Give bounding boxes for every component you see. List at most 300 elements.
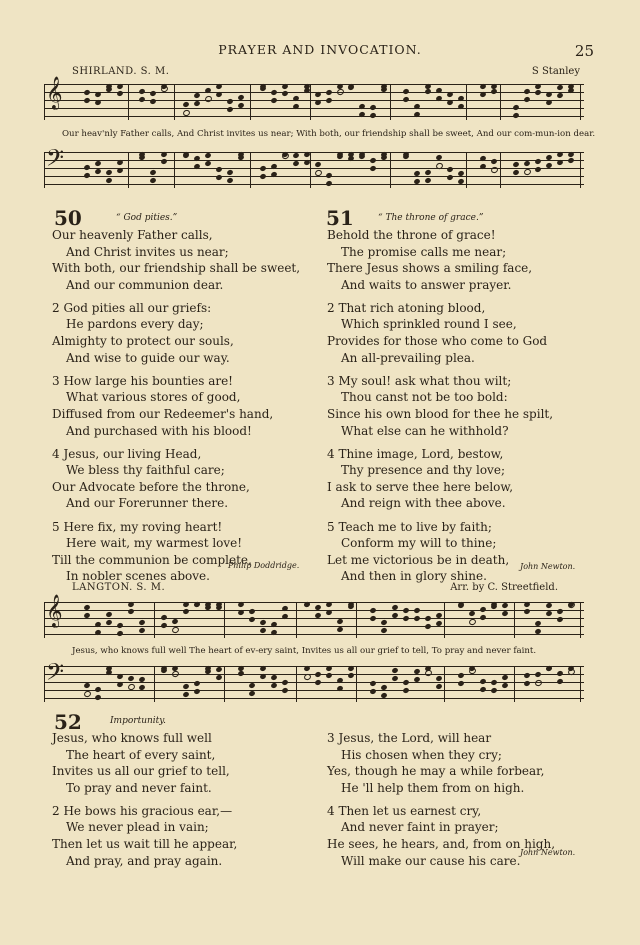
verse-line: Thou canst not be too bold: (341, 390, 508, 405)
note-head (534, 679, 543, 687)
note-head (171, 618, 178, 625)
bar-line (356, 666, 357, 702)
bar-line (500, 152, 501, 188)
verse-line: What else can he withhold? (341, 423, 509, 438)
bar-line (174, 152, 175, 188)
note-head (435, 683, 442, 690)
verse-line: He 'll help them from on high. (341, 780, 525, 795)
hymn-subtitle-52: Importunity. (110, 716, 167, 726)
note-head (149, 98, 156, 105)
note-head (105, 611, 112, 618)
note-head (94, 160, 101, 167)
note-head (94, 99, 101, 106)
verse-line: What various stores of good, (66, 390, 241, 405)
note-head (105, 619, 112, 626)
verse-line: Yes, though he may a while forbear, (327, 764, 545, 779)
note-head (369, 165, 376, 172)
note-head (336, 618, 343, 625)
note-head (369, 112, 376, 119)
note-head (116, 83, 123, 90)
note-head (369, 157, 376, 164)
verse-line: I ask to serve thee here below, (327, 479, 514, 494)
bar-line (174, 84, 175, 120)
verse-line: 4 Thine image, Lord, bestow, (327, 446, 504, 461)
note-head (380, 619, 387, 626)
note-head (490, 679, 497, 686)
note-head (325, 180, 332, 187)
note-head (204, 160, 211, 167)
note-head (83, 89, 90, 96)
note-head (468, 610, 475, 617)
note-head (336, 626, 343, 633)
note-head (259, 627, 266, 634)
verse-line: 2 That rich atoning blood, (327, 300, 486, 315)
note-head (347, 665, 354, 672)
verse-line: Jesus, who knows full well (52, 731, 212, 745)
bar-line (250, 84, 251, 120)
tune-composer-langton: Arr. by C. Streetfield. (450, 582, 558, 593)
note-head (501, 602, 508, 609)
note-head (226, 98, 233, 105)
music-staff-treble-2 (44, 594, 584, 638)
bar-line (444, 666, 445, 702)
note-head (281, 679, 288, 686)
note-head (523, 680, 530, 687)
note-head (292, 160, 299, 167)
bar-line (44, 84, 45, 120)
note-head (215, 666, 222, 673)
note-head (402, 607, 409, 614)
note-head (303, 673, 312, 681)
verse-line: Our heavenly Father calls, (52, 228, 213, 242)
verse-line: The heart of every saint, (66, 747, 216, 762)
verse-line: 3 How large his bounties are! (52, 373, 234, 388)
tune-name-shirland: SHIRLAND. S. M. (72, 66, 170, 77)
note-head (193, 680, 200, 687)
bar-line (296, 666, 297, 702)
hymn-verses-51 (327, 227, 617, 591)
note-head (534, 671, 541, 678)
note-head (369, 680, 376, 687)
note-head (259, 165, 266, 172)
note-head (182, 608, 189, 615)
note-head (391, 667, 398, 674)
bar-line (296, 602, 297, 638)
note-head (193, 92, 200, 99)
tune-name-langton: LANGTON. S. M. (72, 582, 166, 593)
tune-underlay-langton: Jesus, who knows full well The heart of ev-ery saint, Invites us all our grief to tell, To pray and never faint. (72, 646, 537, 656)
verse-line: Thy presence and thy love; (341, 463, 505, 478)
note-head (490, 166, 499, 174)
note-head (160, 614, 167, 621)
note-head (424, 169, 431, 176)
stanza (327, 300, 617, 366)
note-head (149, 90, 156, 97)
note-head (457, 672, 464, 679)
bar-line (44, 666, 45, 702)
section-title: PRAYER AND INVOCATION. (218, 42, 422, 57)
verse-line: And waits to answer prayer. (341, 277, 512, 292)
note-head (215, 174, 222, 181)
note-head (226, 177, 233, 184)
clef-icon: 𝄢 (46, 144, 65, 177)
note-head (127, 608, 134, 615)
note-head (160, 158, 167, 165)
note-head (523, 601, 530, 608)
note-head (94, 168, 101, 175)
bar-line (580, 666, 581, 702)
verse-line: The promise calls me near; (341, 244, 507, 259)
verse-line: He sees, he hears, and, from on high, (327, 837, 556, 852)
note-head (270, 89, 277, 96)
note-head (457, 680, 464, 687)
note-head (237, 601, 244, 608)
note-head (369, 104, 376, 111)
verse-line: And Christ invites us near; (66, 244, 229, 259)
staff-line (44, 618, 584, 619)
bar-line (390, 152, 391, 188)
verse-line: Our Advocate before the throne, (52, 479, 250, 494)
note-head (325, 609, 332, 616)
note-head (94, 694, 101, 701)
verse-line: 4 Jesus, our living Head, (52, 446, 202, 461)
bar-line (580, 602, 581, 638)
note-head (545, 602, 552, 609)
note-head (347, 83, 354, 90)
note-head (545, 91, 552, 98)
note-head (116, 630, 123, 637)
clef-icon: 𝄞 (46, 594, 63, 627)
note-head (534, 83, 541, 90)
note-head (83, 97, 90, 104)
clef-icon: 𝄢 (46, 658, 65, 691)
note-head (314, 99, 321, 106)
verse-line: Till the communion be complete, (52, 552, 252, 567)
bar-line (356, 602, 357, 638)
bar-line (154, 666, 155, 702)
note-head (116, 159, 123, 166)
note-head (138, 96, 145, 103)
hymn-author-51: John Newton. (520, 562, 576, 571)
note-head (116, 622, 123, 629)
note-head (556, 92, 563, 99)
note-head (446, 99, 453, 106)
bar-line (224, 666, 225, 702)
note-head (83, 682, 90, 689)
hymn-subtitle-51: “ The throne of grace.” (378, 213, 484, 223)
note-head (468, 618, 477, 626)
music-staff-bass-2 (44, 658, 584, 702)
verse-line: 4 Then let us earnest cry, (327, 803, 482, 818)
verse-line: There Jesus shows a smiling face, (327, 261, 533, 276)
verse-line: Invites us all our grief to tell, (52, 764, 230, 779)
note-head (83, 172, 90, 179)
note-head (457, 601, 464, 608)
note-head (105, 177, 112, 184)
note-head (556, 608, 563, 615)
verse-line: His chosen when they cry; (341, 747, 502, 762)
note-head (303, 601, 310, 608)
note-head (171, 670, 180, 678)
note-head (479, 83, 486, 90)
note-head (556, 151, 563, 158)
verse-line: Here wait, my warmest love! (66, 536, 243, 551)
verse-line: Since his own blood for thee he spilt, (327, 406, 554, 421)
note-head (226, 169, 233, 176)
hymn-subtitle-50: “ God pities.” (116, 213, 178, 223)
note-head (523, 96, 530, 103)
verse-line: 2 He bows his gracious ear,— (52, 803, 233, 818)
note-head (193, 100, 200, 107)
note-head (83, 164, 90, 171)
note-head (501, 674, 508, 681)
note-head (182, 151, 189, 158)
note-head (259, 665, 266, 672)
bar-line (44, 152, 45, 188)
note-head (523, 608, 530, 615)
note-head (270, 97, 277, 104)
note-head (369, 615, 376, 622)
note-head (567, 151, 574, 158)
hymn-author-52: John Newton. (520, 848, 576, 857)
verse-line: 5 Here fix, my roving heart! (52, 519, 223, 534)
note-head (402, 96, 409, 103)
note-head (567, 157, 574, 164)
note-head (281, 687, 288, 694)
bar-line (514, 602, 515, 638)
note-head (292, 152, 299, 159)
note-head (270, 682, 277, 689)
note-head (248, 682, 255, 689)
note-head (314, 91, 321, 98)
note-head (138, 88, 145, 95)
note-head (479, 678, 486, 685)
verse-line: To pray and never faint. (66, 780, 212, 795)
note-head (259, 619, 266, 626)
note-head (116, 681, 123, 688)
stanza (327, 803, 617, 869)
bar-line (580, 152, 581, 188)
note-head (193, 688, 200, 695)
note-head (556, 670, 563, 677)
note-head (446, 174, 453, 181)
stanza (52, 730, 322, 796)
hymn-author-50: Philip Doddridge. (228, 561, 300, 570)
verse-line: We bless thy faithful care; (66, 463, 225, 478)
note-head (446, 166, 453, 173)
stanza (52, 227, 322, 293)
staff-line (44, 626, 584, 627)
note-head (380, 627, 387, 634)
bar-line (44, 602, 45, 638)
note-head (479, 91, 486, 98)
clef-icon: 𝄞 (46, 76, 63, 109)
bar-line (154, 602, 155, 638)
verse-line: 3 Jesus, the Lord, will hear (327, 731, 492, 745)
verse-line: He pardons every day; (66, 317, 204, 332)
stanza (327, 730, 617, 796)
note-head (182, 683, 189, 690)
note-head (523, 160, 530, 167)
verse-line: 3 My soul! ask what thou wilt; (327, 373, 512, 388)
verse-line: Diffused from our Redeemer's hand, (52, 406, 274, 421)
note-head (116, 673, 123, 680)
note-head (556, 159, 563, 166)
bar-line (128, 84, 129, 120)
verse-line: An all-prevailing plea. (341, 350, 475, 365)
note-head (336, 88, 345, 96)
note-head (435, 675, 442, 682)
note-head (556, 84, 563, 91)
bar-line (580, 84, 581, 120)
music-staff-bass (44, 144, 584, 188)
staff-line (44, 116, 584, 117)
note-head (413, 615, 420, 622)
note-head (138, 627, 145, 634)
verse-line: Provides for those who come to God (327, 334, 548, 349)
stanza (52, 446, 322, 512)
note-head (402, 687, 409, 694)
note-head (534, 166, 541, 173)
note-head (116, 167, 123, 174)
note-head (556, 616, 563, 623)
note-head (501, 610, 508, 617)
note-head (369, 607, 376, 614)
note-head (314, 671, 321, 678)
verse-line: And wise to guide our way. (66, 350, 230, 365)
staff-line (44, 168, 584, 169)
note-head (248, 690, 255, 697)
note-head (325, 665, 332, 672)
stanza (52, 373, 322, 439)
note-head (83, 690, 92, 698)
note-head (391, 675, 398, 682)
staff-line (44, 184, 584, 185)
note-head (523, 672, 530, 679)
note-head (490, 687, 497, 694)
hymn-number-52: 52 (54, 710, 82, 734)
note-head (512, 112, 519, 119)
note-head (545, 610, 552, 617)
verse-line: And purchased with his blood! (66, 423, 252, 438)
staff-line (44, 108, 584, 109)
note-head (424, 177, 431, 184)
note-head (325, 601, 332, 608)
bar-line (250, 152, 251, 188)
note-head (127, 675, 134, 682)
note-head (259, 173, 266, 180)
staff-line (44, 84, 584, 85)
bar-line (128, 152, 129, 188)
note-head (402, 615, 409, 622)
note-head (94, 91, 101, 98)
bar-line (500, 84, 501, 120)
note-head (545, 99, 552, 106)
stanza (52, 519, 322, 585)
note-head (171, 626, 180, 634)
verse-line: And our Forerunner there. (66, 496, 229, 511)
note-head (248, 608, 255, 615)
bar-line (514, 666, 515, 702)
note-head (347, 672, 354, 679)
tune-composer-shirland: S Stanley (531, 66, 580, 77)
note-head (512, 161, 519, 168)
staff-line (44, 634, 584, 635)
note-head (182, 101, 189, 108)
note-head (281, 83, 288, 90)
note-head (424, 615, 431, 622)
bar-line (390, 84, 391, 120)
note-head (523, 168, 532, 176)
verse-line: 5 Teach me to live by faith; (327, 519, 492, 534)
note-head (105, 169, 112, 176)
note-head (314, 679, 321, 686)
note-head (215, 674, 222, 681)
verse-line: And then in glory shine. (341, 569, 487, 584)
note-head (479, 686, 486, 693)
note-head (182, 601, 189, 608)
stanza (52, 300, 322, 366)
note-head (248, 616, 255, 623)
verse-line: In nobler scenes above. (66, 569, 210, 584)
music-staff-treble (44, 76, 584, 120)
note-head (446, 91, 453, 98)
note-head (512, 104, 519, 111)
note-head (534, 158, 541, 165)
note-head (523, 88, 530, 95)
note-head (149, 177, 156, 184)
note-head (149, 169, 156, 176)
note-head (490, 158, 497, 165)
page-number: 25 (574, 42, 594, 60)
tune-underlay-shirland: Our heav'nly Father calls, And Christ invites us near; With both, our friendship shall be sweet, And our com-mun-ion dear. (62, 129, 596, 139)
bar-line (466, 152, 467, 188)
staff-line (44, 176, 584, 177)
verse-line: And pray, and pray again. (66, 853, 223, 868)
note-head (182, 691, 189, 698)
note-head (413, 607, 420, 614)
stanza (327, 373, 617, 439)
bar-line (310, 152, 311, 188)
note-head (160, 151, 167, 158)
staff-line (44, 152, 584, 153)
note-head (402, 88, 409, 95)
verse-line: 2 God pities all our griefs: (52, 300, 212, 315)
note-head (94, 686, 101, 693)
stanza (327, 446, 617, 512)
bar-line (444, 602, 445, 638)
note-head (545, 665, 552, 672)
note-head (512, 169, 519, 176)
note-head (127, 601, 134, 608)
note-head (193, 601, 200, 608)
note-head (314, 161, 321, 168)
note-head (325, 172, 332, 179)
note-head (204, 95, 213, 103)
note-head (215, 83, 222, 90)
note-head (534, 89, 541, 96)
hymn-number-51: 51 (326, 206, 354, 230)
staff-line (44, 160, 584, 161)
verse-line: Conform my will to thine; (341, 536, 497, 551)
note-head (369, 688, 376, 695)
note-head (116, 90, 123, 97)
note-head (138, 619, 145, 626)
note-head (303, 665, 310, 672)
note-head (479, 606, 486, 613)
verse-line: With both, our friendship shall be sweet, (52, 261, 301, 276)
note-head (281, 90, 288, 97)
